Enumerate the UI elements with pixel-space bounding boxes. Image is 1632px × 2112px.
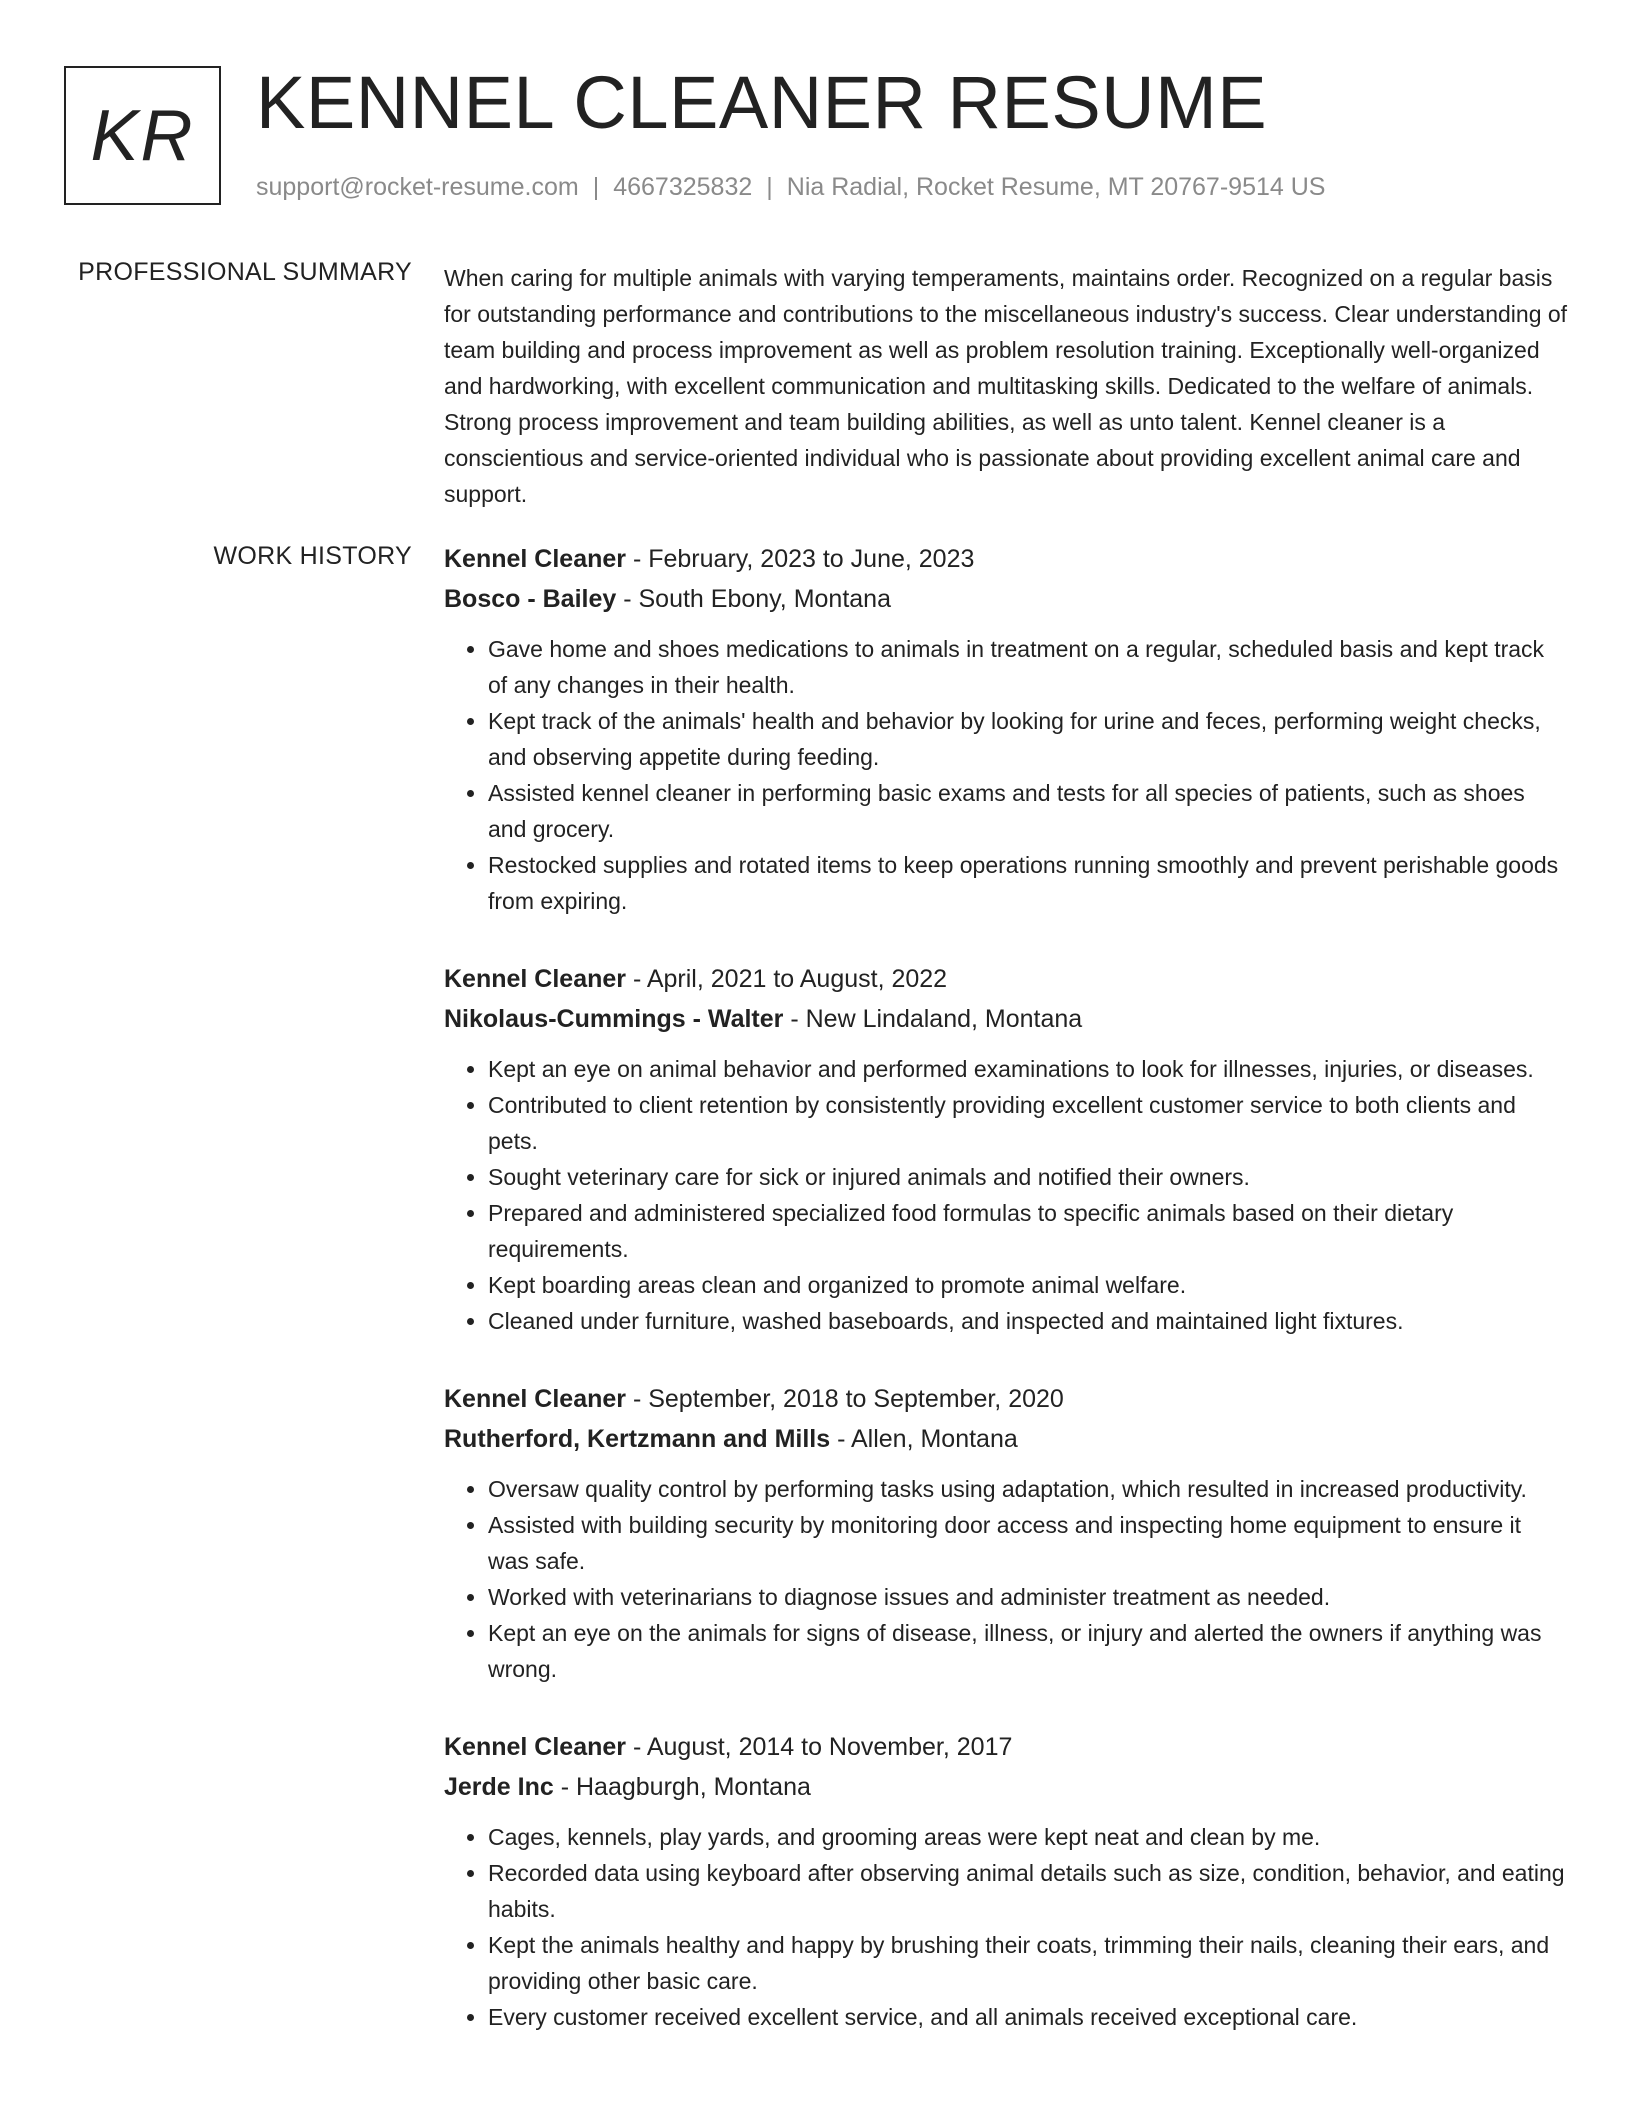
job-bullet: • Assisted with building security by monitoring door access and inspecting home equipment to ensure it was safe. (488, 1507, 1568, 1579)
job-employer: Jerde Inc (444, 1773, 554, 1801)
job-title: Kennel Cleaner (444, 965, 627, 993)
job-bullet: • Kept track of the animals' health and behavior by looking for urine and feces, performing weight checks, and observing appetite during feeding. (488, 703, 1568, 775)
job-bullet: • Every customer received excellent service, and all animals received exceptional care. (488, 1999, 1568, 2035)
job-bullets (444, 631, 1568, 919)
resume-header (64, 61, 1564, 216)
job-bullet: • Cages, kennels, play yards, and grooming areas were kept neat and clean by me. (488, 1819, 1568, 1855)
job-bullet: • Kept boarding areas clean and organized to promote animal welfare. (488, 1267, 1568, 1303)
contact-email: support@rocket-resume.com (256, 173, 579, 201)
job-bullet: • Worked with veterinarians to diagnose issues and administer treatment as needed. (488, 1579, 1568, 1615)
job-entry (444, 1727, 1568, 2035)
job-title: Kennel Cleaner (444, 1385, 627, 1413)
job-bullets (444, 1051, 1568, 1339)
job-employer-line (444, 999, 1568, 1039)
job-bullet: • Prepared and administered specialized food formulas to specific animals based on their dietary requirements. (488, 1195, 1568, 1267)
job-title: Kennel Cleaner (444, 545, 627, 573)
job-employer-line (444, 579, 1568, 619)
contact-line (256, 173, 1325, 202)
job-entry (444, 539, 1568, 919)
work-history-heading: WORK HISTORY (213, 542, 412, 570)
job-bullet: • Oversaw quality control by performing tasks using adaptation, which resulted in increased productivity. (488, 1471, 1568, 1507)
job-title-line (444, 539, 1568, 579)
summary-body (444, 260, 1568, 512)
job-bullet: • Contributed to client retention by consistently providing excellent customer service to both clients and pets. (488, 1087, 1568, 1159)
job-location: - South Ebony, Montana (616, 585, 891, 613)
job-bullet: • Kept an eye on animal behavior and performed examinations to look for illnesses, injuries, or diseases. (488, 1051, 1568, 1087)
job-bullet: • Sought veterinary care for sick or injured animals and notified their owners. (488, 1159, 1568, 1195)
contact-phone: 4667325832 (613, 173, 753, 201)
monogram-logo: KR (64, 66, 221, 205)
contact-address: Nia Radial, Rocket Resume, MT 20767-9514 US (786, 173, 1326, 201)
job-dates: - August, 2014 to November, 2017 (626, 1733, 1013, 1761)
job-location: - Haagburgh, Montana (553, 1773, 811, 1801)
job-title: Kennel Cleaner (444, 1733, 627, 1761)
summary-heading: PROFESSIONAL SUMMARY (78, 258, 412, 286)
job-bullet: • Restocked supplies and rotated items to keep operations running smoothly and prevent perishable goods from expiring. (488, 847, 1568, 919)
job-entry (444, 959, 1568, 1339)
contact-separator: | (766, 173, 773, 201)
job-employer: Nikolaus-Cummings - Walter (444, 1005, 784, 1033)
job-dates: - September, 2018 to September, 2020 (626, 1385, 1064, 1413)
job-employer: Bosco - Bailey (444, 585, 617, 613)
job-employer-line (444, 1767, 1568, 1807)
job-title-line (444, 1727, 1568, 1767)
job-bullets (444, 1471, 1568, 1687)
job-dates: - April, 2021 to August, 2022 (626, 965, 948, 993)
job-title-line (444, 1379, 1568, 1419)
job-bullet: • Kept an eye on the animals for signs of disease, illness, or injury and alerted the owners if anything was wrong. (488, 1615, 1568, 1687)
job-bullet: • Cleaned under furniture, washed baseboards, and inspected and maintained light fixtures. (488, 1303, 1568, 1339)
job-employer: Rutherford, Kertzmann and Mills (444, 1425, 831, 1453)
job-location: - New Lindaland, Montana (783, 1005, 1083, 1033)
job-location: - Allen, Montana (830, 1425, 1018, 1453)
job-bullet: • Gave home and shoes medications to animals in treatment on a regular, scheduled basis and kept track of any changes in their health. (488, 631, 1568, 703)
work-history-body (444, 539, 1568, 2075)
job-bullet: • Assisted kennel cleaner in performing basic exams and tests for all species of patients, such as shoes and grocery. (488, 775, 1568, 847)
job-bullet: • Kept the animals healthy and happy by brushing their coats, trimming their nails, cleaning their ears, and providing other basic care. (488, 1927, 1568, 1999)
page-title: KENNEL CLEANER RESUME (256, 61, 1268, 144)
contact-separator: | (592, 173, 600, 201)
job-title-line (444, 959, 1568, 999)
job-bullets (444, 1819, 1568, 2035)
summary-text: When caring for multiple animals with varying temperaments, maintains order. Recognized on a regular basis for outstanding performance and contributions to the miscellaneous industry's success. Clear understanding of team building and process improvement as well as problem resolution training. Exceptionally well-organized and hardworking, with excellent communication and multitasking skills. Dedicated to the welfare of animals. Strong process improvement and team building abilities, as well as unto talent. Kennel cleaner is a conscientious and service-oriented individual who is passionate about providing excellent animal care and support. (444, 265, 1568, 507)
job-employer-line (444, 1419, 1568, 1459)
job-bullet: • Recorded data using keyboard after observing animal details such as size, condition, behavior, and eating habits. (488, 1855, 1568, 1927)
job-entry (444, 1379, 1568, 1687)
job-dates: - February, 2023 to June, 2023 (626, 545, 975, 573)
